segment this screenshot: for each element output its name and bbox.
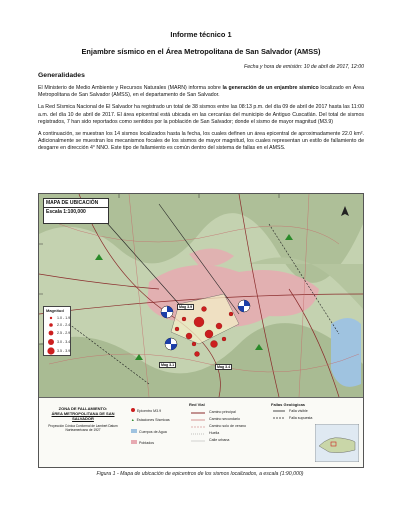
paragraph-1-bold: la generación de un enjambre sísmico: [222, 85, 319, 91]
epicenter: [175, 327, 179, 331]
legend-item-epicenter: [131, 408, 161, 413]
epicenter: [216, 323, 222, 329]
magnitude-legend-title: Magnitud: [46, 308, 64, 313]
paragraph-1-text-end: localizado en Área Metropolitana de San Salvador (AMSS), en el departamento de San Salvador.: [38, 85, 364, 99]
epicenter: [222, 337, 226, 341]
map-legend: [39, 397, 363, 468]
focal-mechanism-ball: [161, 306, 173, 318]
epicenter: [192, 342, 196, 346]
fault-legend-item: Falla visible: [289, 409, 308, 413]
report-title: Informe técnico 1: [170, 30, 232, 39]
epicenter: [195, 352, 200, 357]
road-legend-item: Camino principal: [209, 410, 236, 414]
legend-item-water: [131, 429, 167, 434]
map-title: MAPA DE UBICACIÓN: [44, 199, 108, 208]
focal-mechanism-ball: [238, 300, 250, 312]
road-legend-symbols: [191, 410, 207, 446]
epicenter: [205, 330, 213, 338]
legend-item-towns: [131, 440, 154, 445]
emission-date: Fecha y hora de emisión: 10 de abril de 2017, 12:00: [244, 64, 364, 70]
magnitude-class: 3.0 - 3.4: [57, 340, 71, 344]
legend-item-label: Epicentro M3.9: [137, 409, 162, 413]
mag-symbol: [48, 339, 54, 345]
figure-caption: Figura 1 - Mapa de ubicación de epicentros de los sismos localizados, a escala (1:90,000): [96, 471, 304, 477]
epicenter: [211, 341, 218, 348]
zone-projection-note: Proyección Cónica Conformal de Lambert Datum Norteamericano de 1927: [48, 424, 118, 432]
magnitude-class: 1.0 - 1.9: [57, 316, 71, 320]
epicenter: [202, 307, 207, 312]
map-title-box: [43, 198, 109, 224]
zone-block: [47, 406, 119, 432]
epicenter: [194, 317, 204, 327]
legend-item-label: Cuerpos de Agua: [139, 430, 167, 434]
paragraph-1: [38, 85, 364, 99]
location-map-figure: [38, 193, 364, 468]
legend-item-stations: [131, 418, 170, 422]
magnitude-class: 2.5 - 2.9: [57, 331, 71, 335]
section-heading: Generalidades: [38, 72, 85, 79]
epicenter: [186, 333, 192, 339]
map-scale: Escala 1:100,000: [46, 209, 86, 215]
water-swatch: [131, 429, 137, 433]
paragraph-1-text: El Ministerio de Medio Ambiente y Recursos Naturales (MARN) informa sobre: [38, 85, 223, 91]
fault-legend-symbols: [273, 408, 287, 424]
epicenter-swatch: [131, 408, 135, 412]
magnitude-label: Mag 3.1: [161, 363, 175, 367]
fault-legend-title: Fallas Geológicas: [271, 402, 306, 407]
road-legend-item: Camino solo de verano: [209, 424, 246, 428]
legend-item-label: Poblados: [139, 441, 154, 445]
magnitude-legend: [43, 306, 71, 356]
magnitude-class: 2.0 - 2.4: [57, 323, 71, 327]
road-legend-item: Camino secundario: [209, 417, 240, 421]
mag-symbol: [50, 317, 52, 319]
report-subtitle: Enjambre sísmico en el Área Metropolitana de San Salvador (AMSS): [81, 47, 321, 56]
mag-symbol: [49, 331, 54, 336]
country-inset-map: [315, 424, 359, 462]
mag-symbol: [47, 347, 54, 354]
paragraph-2: La Red Sísmica Nacional de El Salvador ha registrado un total de 38 sismos entre las 08:13 p.m. del día 09 de abril de 2017 hasta las 11:00 a.m. del día 10 de abril de 2017. El área epicentral está ubicada en las cercanías del municipio de Antiguo Cuscatlán. Del total de sismos registrados, 7 han sido reportados como sentidos por la población de San Salvador; donde el sismo de mayor magnitud (M3.9): [38, 104, 364, 125]
zone-title: ZONA DE FALLAMIENTO:: [58, 406, 108, 411]
magnitude-class: 3.5 - 3.9: [57, 349, 71, 353]
zone-name: ÁREA METROPOLITANA DE SAN SALVADOR: [51, 411, 115, 421]
focal-mechanism-ball: [165, 338, 177, 350]
location-map: [39, 194, 363, 397]
road-legend-item: Huella: [209, 431, 220, 435]
report-page: [38, 30, 364, 158]
road-legend-item: Calle urbana: [209, 438, 230, 442]
magnitude-symbols: [46, 315, 56, 355]
mag-symbol: [49, 323, 53, 327]
epicenter: [229, 312, 233, 316]
magnitude-label: Mag 3.9: [179, 305, 193, 309]
town-swatch: [131, 440, 137, 444]
road-legend-title: Red Vial: [189, 402, 205, 407]
magnitude-label: Mag 3.4: [217, 365, 231, 369]
paragraph-3: A continuación, se muestran los 14 sismos localizados hasta la fecha, los cuales definen un área epicentral de aproximadamente 22.0 km². Adicionalmente se muestran los mecanismos focales de los sismos de mayor magnitud, los cuales representan un estilo de fallamiento de desgarre en dirección 4° NNO. Este tipo de fallamiento es común dentro del sistema de fallas en el AMSS.: [38, 131, 364, 152]
fault-legend-item: Falla supuesta: [289, 416, 313, 420]
epicenter: [182, 317, 186, 321]
station-icon: ▲: [131, 418, 135, 422]
legend-item-label: Estaciones Sísmicas: [136, 418, 170, 422]
